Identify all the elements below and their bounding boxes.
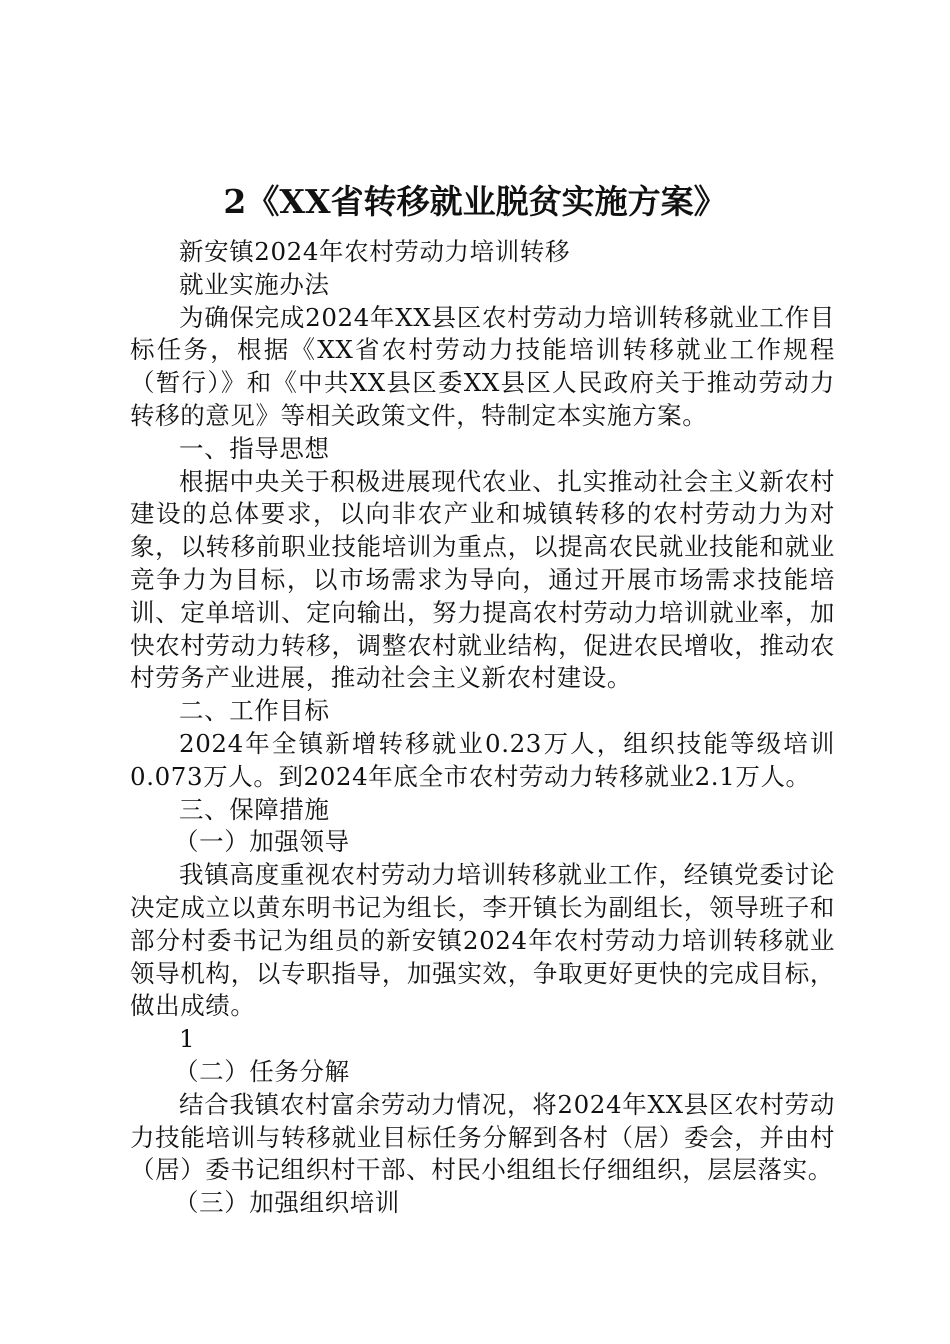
- work-goals-paragraph: 2024年全镇新增转移就业0.23万人，组织技能等级培训0.073万人。到2024年底全市农村劳动力转移就业2.1万人。: [130, 728, 835, 791]
- guiding-ideology-paragraph: 根据中央关于积极进展现代农业、扎实推动社会主义新农村建设的总体要求，以向非农产业和城镇转移的农村劳动力为对象，以转移前职业技能培训为重点，以提高农民就业技能和就业竞争力为目标，以市场需求为导向，通过开展市场需求技能培训、定单培训、定向输出，努力提高农村劳动力培训就业率，加快农村劳动力转移，调整农村就业结构，促进农民增收，推动农村劳务产业进展，推动社会主义新农村建设。: [130, 466, 835, 693]
- task-breakdown-paragraph: 结合我镇农村富余劳动力情况，将2024年XX县区农村劳动力技能培训与转移就业目标任务分解到各村（居）委会，并由村（居）委书记组织村干部、村民小组组长仔细组织，层层落实。: [130, 1089, 835, 1185]
- page-number: 1: [179, 1024, 196, 1054]
- subtitle-line-2: 就业实施办法: [179, 269, 330, 299]
- subsection-heading-1: （一）加强领导: [174, 827, 350, 857]
- intro-paragraph: 为确保完成2024年XX县区农村劳动力培训转移就业工作目标任务，根据《XX省农村劳动力技能培训转移就业工作规程（暂行）》和《中共XX县区委XX县区人民政府关于推动劳动力转移的意见》等相关政策文件，特制定本实施方案。: [130, 302, 835, 430]
- section-heading-2: 二、工作目标: [179, 696, 330, 726]
- section-heading-3: 三、保障措施: [179, 794, 330, 824]
- document-title: 2《XX省转移就业脱贫实施方案》: [223, 182, 727, 221]
- subsection-heading-3: （三）加强组织培训: [174, 1188, 400, 1218]
- document-body: [130, 236, 835, 1220]
- subsection-heading-2: （二）任务分解: [174, 1056, 350, 1086]
- leadership-paragraph: 我镇高度重视农村劳动力培训转移就业工作，经镇党委讨论决定成立以黄东明书记为组长，李开镇长为副组长，领导班子和部分村委书记为组员的新安镇2024年农村劳动力培训转移就业领导机构，以专职指导，加强实效，争取更好更快的完成目标，做出成绩。: [130, 860, 835, 1021]
- section-heading-1: 一、指导思想: [179, 433, 330, 463]
- subtitle-line-1: 新安镇2024年农村劳动力培训转移: [179, 237, 571, 266]
